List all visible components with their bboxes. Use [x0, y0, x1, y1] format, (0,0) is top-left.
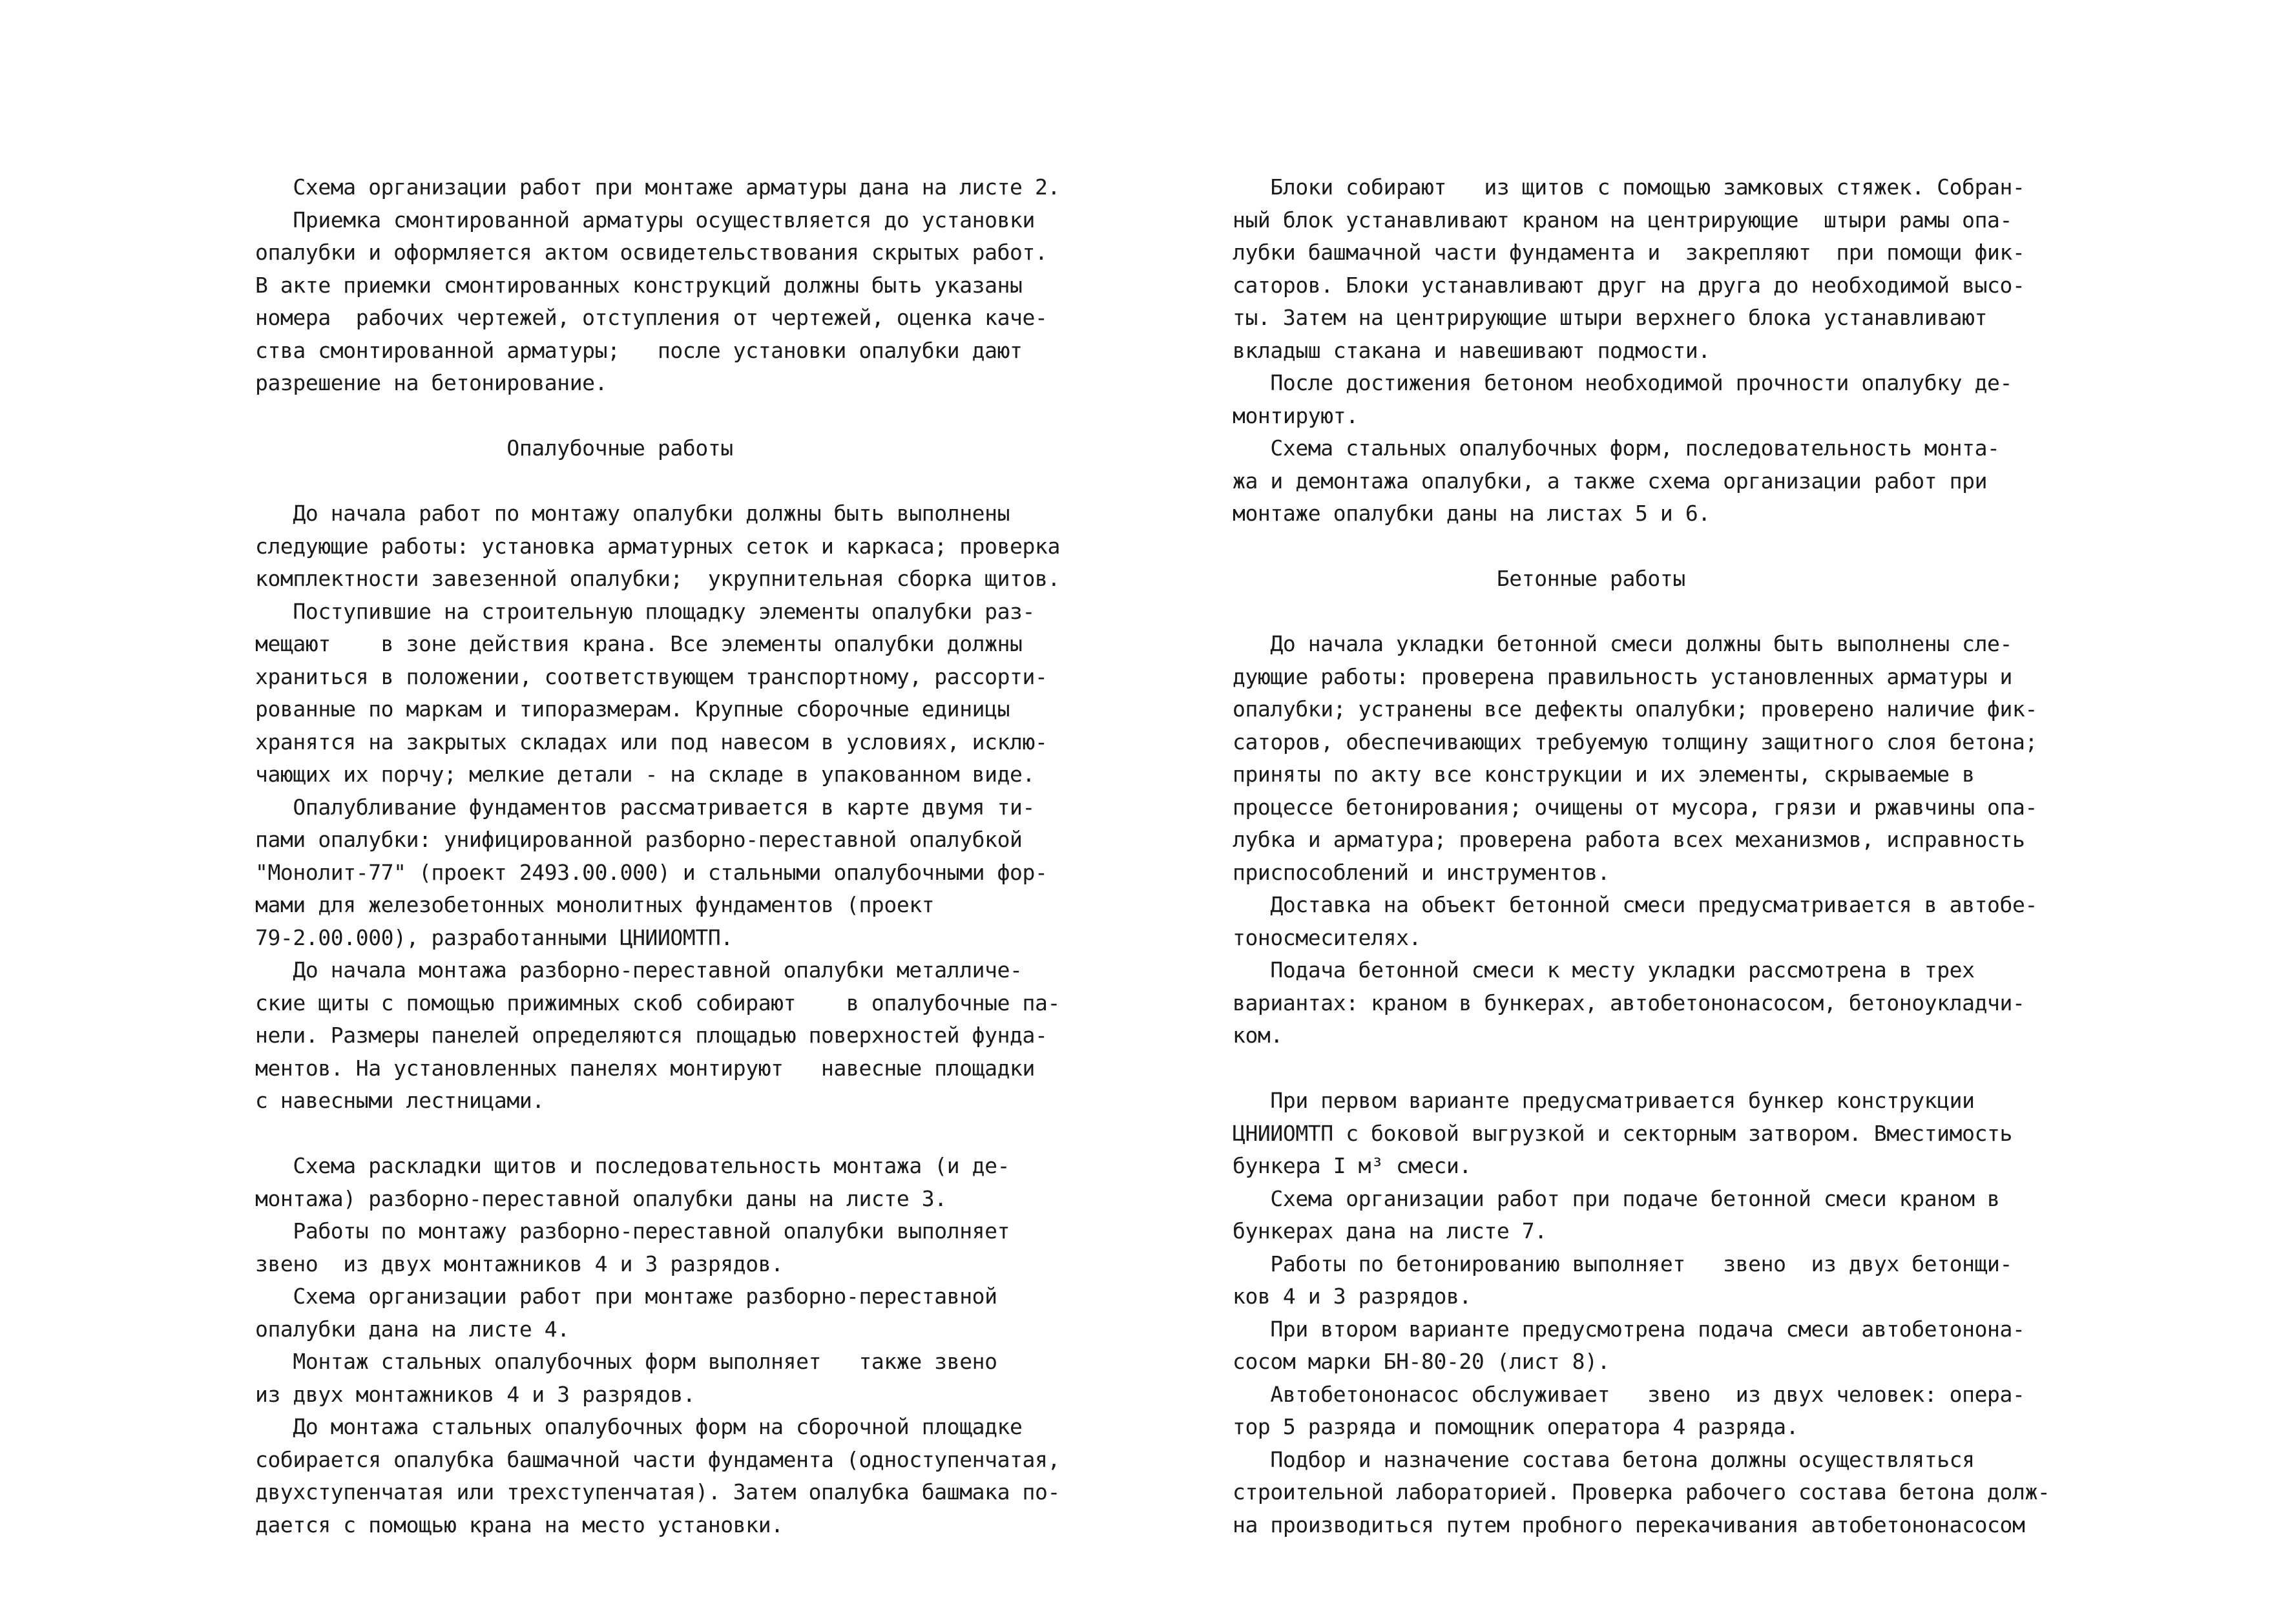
text-line: саторов. Блоки устанавливают друг на друга до необходимой высо- — [1233, 272, 2025, 298]
text-line: Опалубливание фундаментов рассматривается в карте двумя ти- — [255, 794, 1035, 820]
section-heading: Бетонные работы — [1233, 566, 1685, 591]
text-line: ком. — [1233, 1023, 1283, 1048]
text-line: дующие работы: проверена правильность установленных арматуры и — [1233, 663, 2012, 689]
text-line: дается с помощью крана на место установки. — [255, 1512, 784, 1537]
text-line: Работы по монтажу разборно-переставной опалубки выполняет — [255, 1218, 1010, 1244]
text-line: на производиться путем пробного перекачивания автобетононасосом — [1233, 1512, 2025, 1537]
text-line: Схема организации работ при подаче бетонной смеси краном в — [1233, 1185, 2000, 1211]
text-line: нели. Размеры панелей определяются площадью поверхностей фунда- — [255, 1023, 1048, 1048]
text-line: Подача бетонной смеси к месту укладки рассмотрена в трех — [1233, 957, 1975, 983]
left-column — [255, 171, 1160, 1541]
text-line: ЦНИИОМТП с боковой выгрузкой и секторным затвором. Вместимость — [1233, 1120, 2012, 1146]
text-line: комплектности завезенной опалубки; укрупнительная сборка щитов. — [255, 566, 1060, 591]
text-line: тоносмесителях. — [1233, 924, 1422, 950]
text-line: сосом марки БН-80-20 (лист 8). — [1233, 1349, 1610, 1374]
blank-line — [1233, 1052, 2137, 1085]
text-line: ков 4 и 3 разрядов. — [1233, 1284, 1472, 1309]
text-line: вариантах: краном в бункерах, автобетононасосом, бетоноукладчи- — [1233, 990, 2025, 1015]
text-line: с навесными лестницами. — [255, 1088, 545, 1113]
text-line: из двух монтажников 4 и 3 разрядов. — [255, 1381, 696, 1407]
text-line: Схема организации работ при монтаже арматуры дана на листе 2. — [255, 174, 1060, 200]
text-line: Поступившие на строительную площадку элементы опалубки раз- — [255, 598, 1035, 624]
blank-line — [1233, 530, 2137, 563]
blank-line — [255, 1118, 1160, 1150]
text-line: мами для железобетонных монолитных фундаментов (проект — [255, 892, 935, 917]
text-line: пами опалубки: унифицированной разборно-переставной опалубкой — [255, 827, 1023, 852]
text-line: Автобетононасос обслуживает звено из двух человек: опера- — [1233, 1381, 2025, 1407]
text-line: монтируют. — [1233, 402, 1359, 428]
text-line: храниться в положении, соответствующем транспортному, рассорти- — [255, 663, 1048, 689]
text-line: "Монолит-77" (проект 2493.00.000) и стальными опалубочными фор- — [255, 859, 1048, 885]
text-line: После достижения бетоном необходимой прочности опалубку де- — [1233, 370, 2012, 395]
text-line: Схема раскладки щитов и последовательность монтажа (и де- — [255, 1153, 1010, 1178]
text-line: Схема организации работ при монтаже разборно-переставной — [255, 1284, 997, 1309]
text-line: саторов, обеспечивающих требуемую толщину защитного слоя бетона; — [1233, 729, 2037, 755]
text-line: Монтаж стальных опалубочных форм выполняет также звено — [255, 1349, 997, 1374]
blank-line — [255, 400, 1160, 433]
text-line: следующие работы: установка арматурных сеток и каркаса; проверка — [255, 533, 1060, 559]
text-line: бункера I м³ смеси. — [1233, 1153, 1472, 1178]
text-line: мещают в зоне действия крана. Все элементы опалубки должны — [255, 631, 1023, 656]
text-line: ства смонтированной арматуры; после установки опалубки дают — [255, 337, 1023, 363]
text-line: тор 5 разряда и помощник оператора 4 разряда. — [1233, 1414, 1799, 1439]
text-line: ментов. На установленных панелях монтируют навесные площадки — [255, 1055, 1035, 1081]
text-line: опалубки; устранены все дефекты опалубки; проверено наличие фик- — [1233, 696, 2037, 722]
text-line: До начала работ по монтажу опалубки должны быть выполнены — [255, 501, 1010, 526]
blank-line — [1233, 596, 2137, 629]
text-line: Схема стальных опалубочных форм, последовательность монта- — [1233, 435, 2000, 461]
text-line: опалубки дана на листе 4. — [255, 1316, 570, 1342]
text-line: разрешение на бетонирование. — [255, 370, 608, 395]
text-line: лубки башмачной части фундамента и закрепляют при помощи фик- — [1233, 240, 2025, 265]
section-heading: Опалубочные работы — [255, 435, 733, 461]
text-line: приняты по акту все конструкции и их элементы, скрываемые в — [1233, 762, 1975, 787]
text-line: ный блок устанавливают краном на центрирующие штыри рамы опа- — [1233, 207, 2012, 233]
text-line: До начала укладки бетонной смеси должны быть выполнены сле- — [1233, 631, 2012, 656]
text-line: Подбор и назначение состава бетона должны осуществляться — [1233, 1446, 1975, 1472]
text-line: хранятся на закрытых складах или под навесом в условиях, исклю- — [255, 729, 1048, 755]
text-line: лубка и арматура; проверена работа всех механизмов, исправность — [1233, 827, 2025, 852]
text-line: Доставка на объект бетонной смеси предусматривается в автобе- — [1233, 892, 2037, 917]
text-line: звено из двух монтажников 4 и 3 разрядов. — [255, 1251, 784, 1276]
text-line: До монтажа стальных опалубочных форм на сборочной площадке — [255, 1414, 1023, 1439]
text-line: Приемка смонтированной арматуры осуществляется до установки — [255, 207, 1035, 233]
text-line: рованные по маркам и типоразмерам. Крупные сборочные единицы — [255, 696, 1010, 722]
text-line: собирается опалубка башмачной части фундамента (одноступенчатая, — [255, 1446, 1060, 1472]
right-column — [1233, 171, 2137, 1541]
text-line: номера рабочих чертежей, отступления от чертежей, оценка каче- — [255, 305, 1048, 330]
blank-line — [255, 465, 1160, 498]
text-line: ты. Затем на центрирующие штыри верхнего блока устанавливают — [1233, 305, 1988, 330]
text-line: двухступенчатая или трехступенчатая). Затем опалубка башмака по- — [255, 1479, 1060, 1504]
text-line: бункерах дана на листе 7. — [1233, 1218, 1547, 1244]
text-line: жа и демонтажа опалубки, а также схема организации работ при — [1233, 468, 1988, 494]
text-line: строительной лабораторией. Проверка рабочего состава бетона долж- — [1233, 1479, 2050, 1504]
text-line: Работы по бетонированию выполняет звено из двух бетонщи- — [1233, 1251, 2012, 1276]
text-line: приспособлений и инструментов. — [1233, 859, 1610, 885]
text-line: чающих их порчу; мелкие детали - на складе в упакованном виде. — [255, 762, 1035, 787]
text-line: Блоки собирают из щитов с помощью замковых стяжек. Собран- — [1233, 174, 2025, 200]
text-line: При втором варианте предусмотрена подача смеси автобетонона- — [1233, 1316, 2025, 1342]
text-line: монтажа) разборно-переставной опалубки даны на листе 3. — [255, 1185, 947, 1211]
text-line: монтаже опалубки даны на листах 5 и 6. — [1233, 501, 1711, 526]
text-line: До начала монтажа разборно-переставной опалубки металличе- — [255, 957, 1023, 983]
text-line: ские щиты с помощью прижимных скоб собирают в опалубочные па- — [255, 990, 1060, 1015]
text-line: При первом варианте предусматривается бункер конструкции — [1233, 1088, 1975, 1113]
text-line: процессе бетонирования; очищены от мусора, грязи и ржавчины опа- — [1233, 794, 2037, 820]
text-line: опалубки и оформляется актом освидетельствования скрытых работ. — [255, 240, 1048, 265]
text-line: 79-2.00.000), разработанными ЦНИИОМТП. — [255, 924, 733, 950]
text-line: вкладыш стакана и навешивают подмости. — [1233, 337, 1711, 363]
text-line: В акте приемки смонтированных конструкций должны быть указаны — [255, 272, 1023, 298]
